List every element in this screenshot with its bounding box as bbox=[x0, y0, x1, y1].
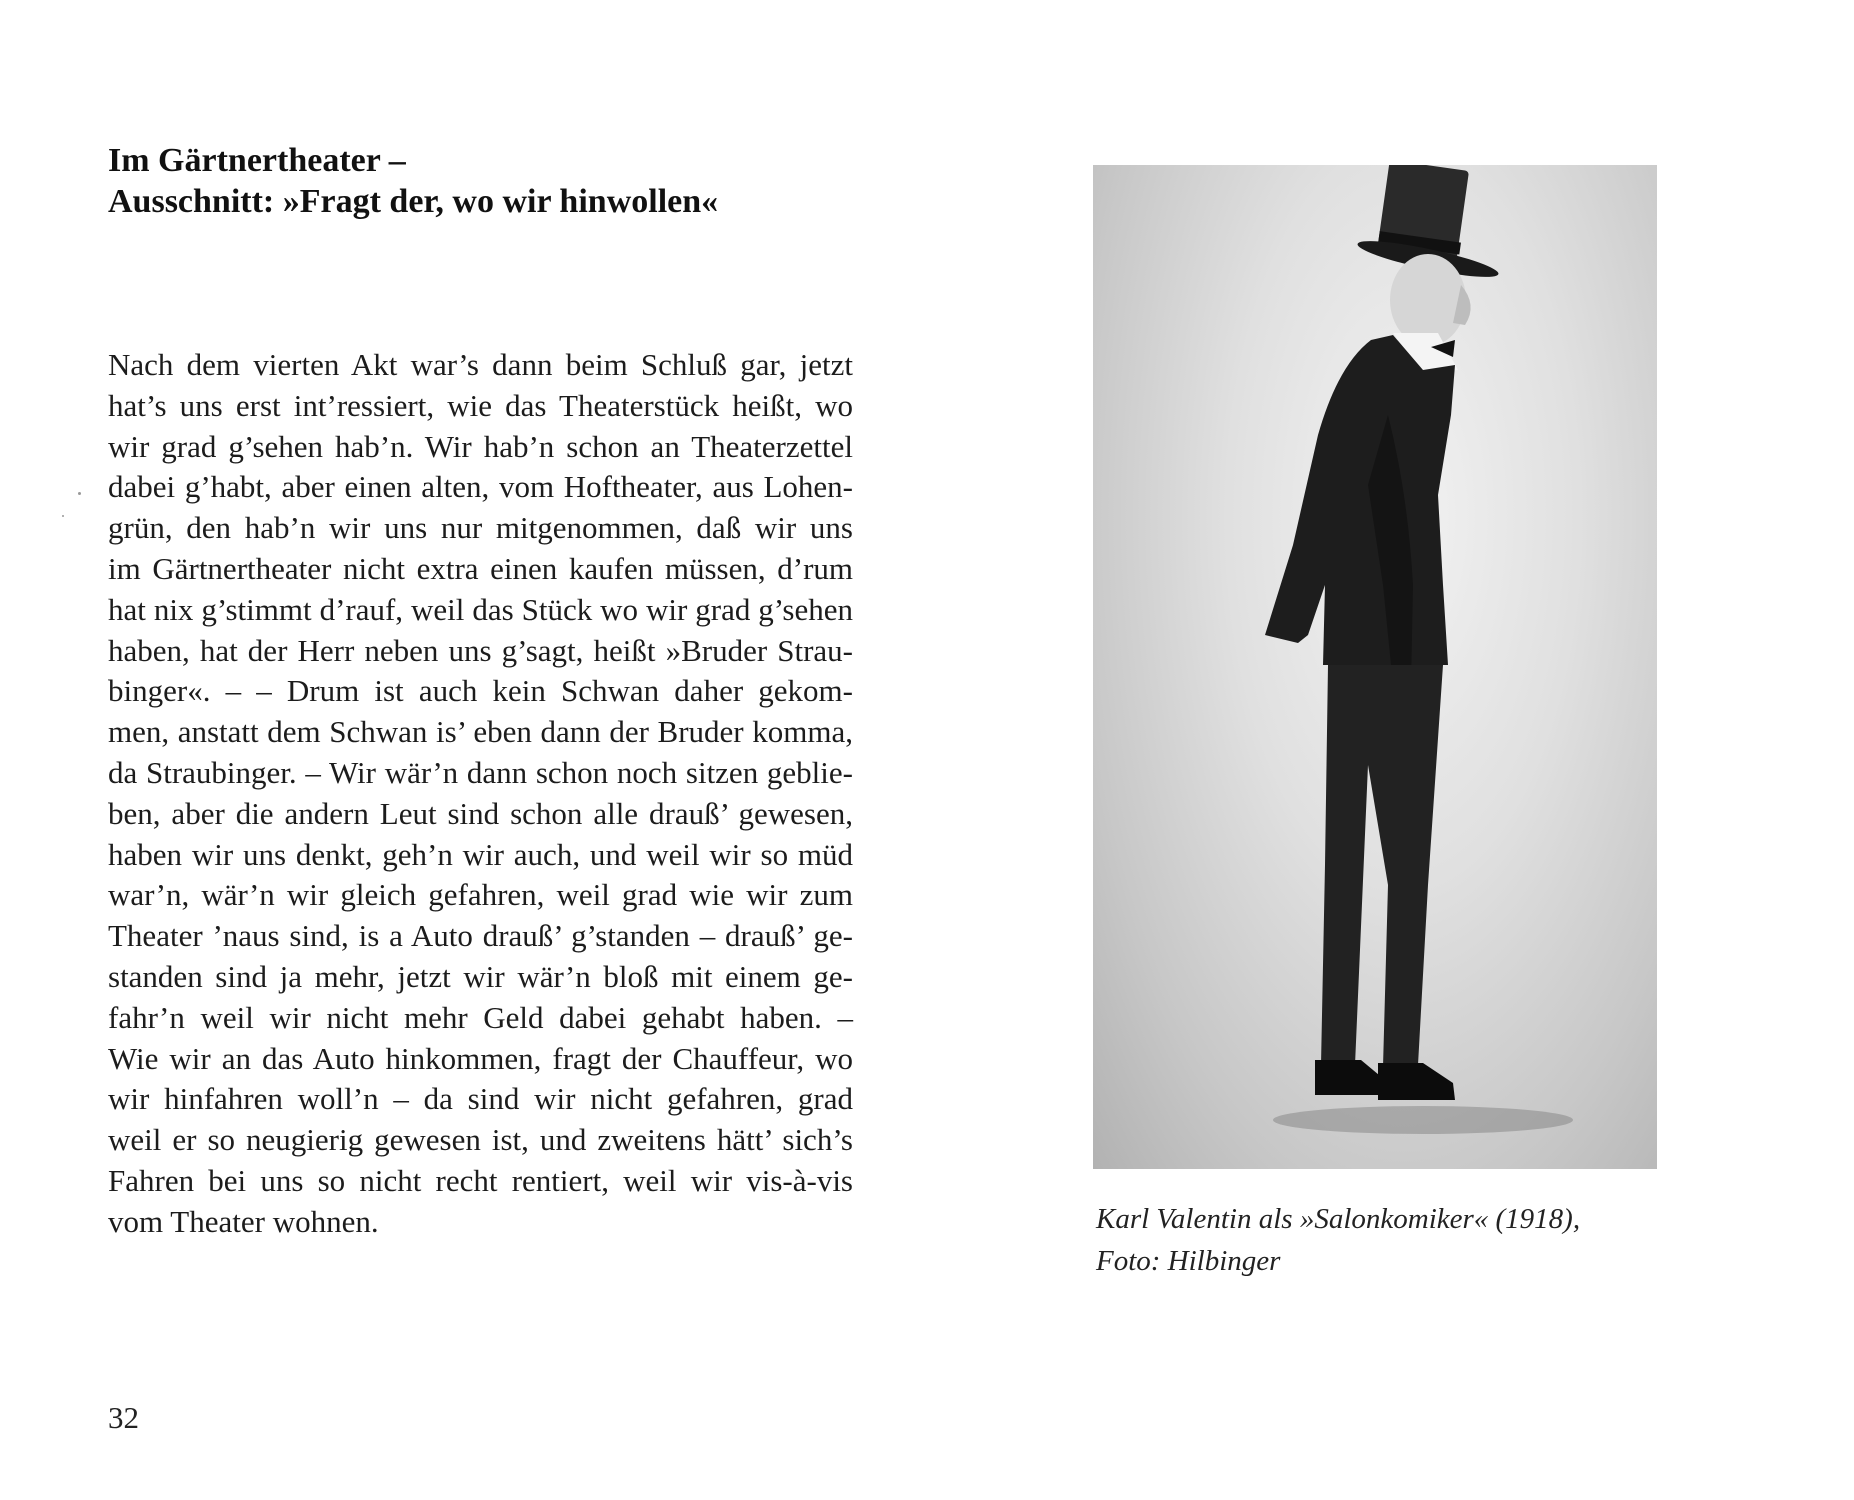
text-line: im Gärtnertheater nicht extra einen kaufen müssen, d’rum bbox=[108, 550, 853, 586]
text-line: da Straubinger. – Wir wär’n dann schon noch sitzen geblie- bbox=[108, 754, 853, 790]
text-line: Nach dem vierten Akt war’s dann beim Schluß gar, jetzt bbox=[108, 347, 853, 382]
text-line: wir grad g’sehen hab’n. Wir hab’n schon an Theaterzettel bbox=[108, 428, 853, 464]
text-line: vom Theater wohnen. bbox=[108, 1203, 379, 1239]
heading-line-2: Ausschnitt: »Fragt der, wo wir hinwollen« bbox=[108, 183, 719, 220]
text-line: Fahren bei uns so nicht recht rentiert, weil wir vis-à-vis bbox=[108, 1162, 853, 1198]
body-text bbox=[108, 345, 853, 1243]
text-line: hat nix g’stimmt d’rauf, weil das Stück wo wir grad g’sehen bbox=[108, 591, 853, 627]
text-line: standen sind ja mehr, jetzt wir wär’n bloß mit einem ge- bbox=[108, 958, 853, 994]
text-line: haben wir uns denkt, geh’n wir auch, und weil wir so müd bbox=[108, 836, 853, 872]
text-line: weil er so neugierig gewesen ist, und zweitens hätt’ sich’s bbox=[108, 1122, 853, 1158]
photo-caption bbox=[1096, 1198, 1656, 1282]
section-heading bbox=[108, 140, 848, 222]
portrait-photo bbox=[1093, 165, 1657, 1169]
text-line: fahr’n weil wir nicht mehr Geld dabei gehabt haben. – bbox=[108, 999, 853, 1035]
standing-man-figure bbox=[1093, 165, 1657, 1169]
text-line: ben, aber die andern Leut sind schon alle drauß’ gewesen, bbox=[108, 795, 853, 831]
text-line: men, anstatt dem Schwan is’ eben dann der Bruder komma, bbox=[108, 714, 853, 750]
text-line: grün, den hab’n wir uns nur mitgenommen, daß wir uns bbox=[108, 510, 853, 546]
heading-line-1: Im Gärtnertheater – bbox=[108, 142, 406, 179]
caption-line-2: Foto: Hilbinger bbox=[1096, 1245, 1281, 1277]
text-line: dabei g’habt, aber einen alten, vom Hoftheater, aus Lohen- bbox=[108, 469, 853, 505]
print-speck bbox=[78, 492, 81, 495]
caption-line-1: Karl Valentin als »Salonkomiker« (1918), bbox=[1096, 1203, 1581, 1235]
print-speck bbox=[62, 515, 64, 517]
text-line: wir hinfahren woll’n – da sind wir nicht gefahren, grad bbox=[108, 1081, 853, 1117]
text-line: haben, hat der Herr neben uns g’sagt, heißt »Bruder Strau- bbox=[108, 632, 853, 668]
text-line: Wie wir an das Auto hinkommen, fragt der Chauffeur, wo bbox=[108, 1040, 853, 1076]
text-line: hat’s uns erst int’ressiert, wie das Theaterstück heißt, wo bbox=[108, 387, 853, 423]
text-line: war’n, wär’n wir gleich gefahren, weil grad wie wir zum bbox=[108, 877, 853, 913]
text-line: binger«. – – Drum ist auch kein Schwan daher gekom- bbox=[108, 673, 853, 709]
page-number: 32 bbox=[108, 1400, 139, 1435]
text-line: Theater ’naus sind, is a Auto drauß’ g’standen – drauß’ ge- bbox=[108, 918, 853, 954]
